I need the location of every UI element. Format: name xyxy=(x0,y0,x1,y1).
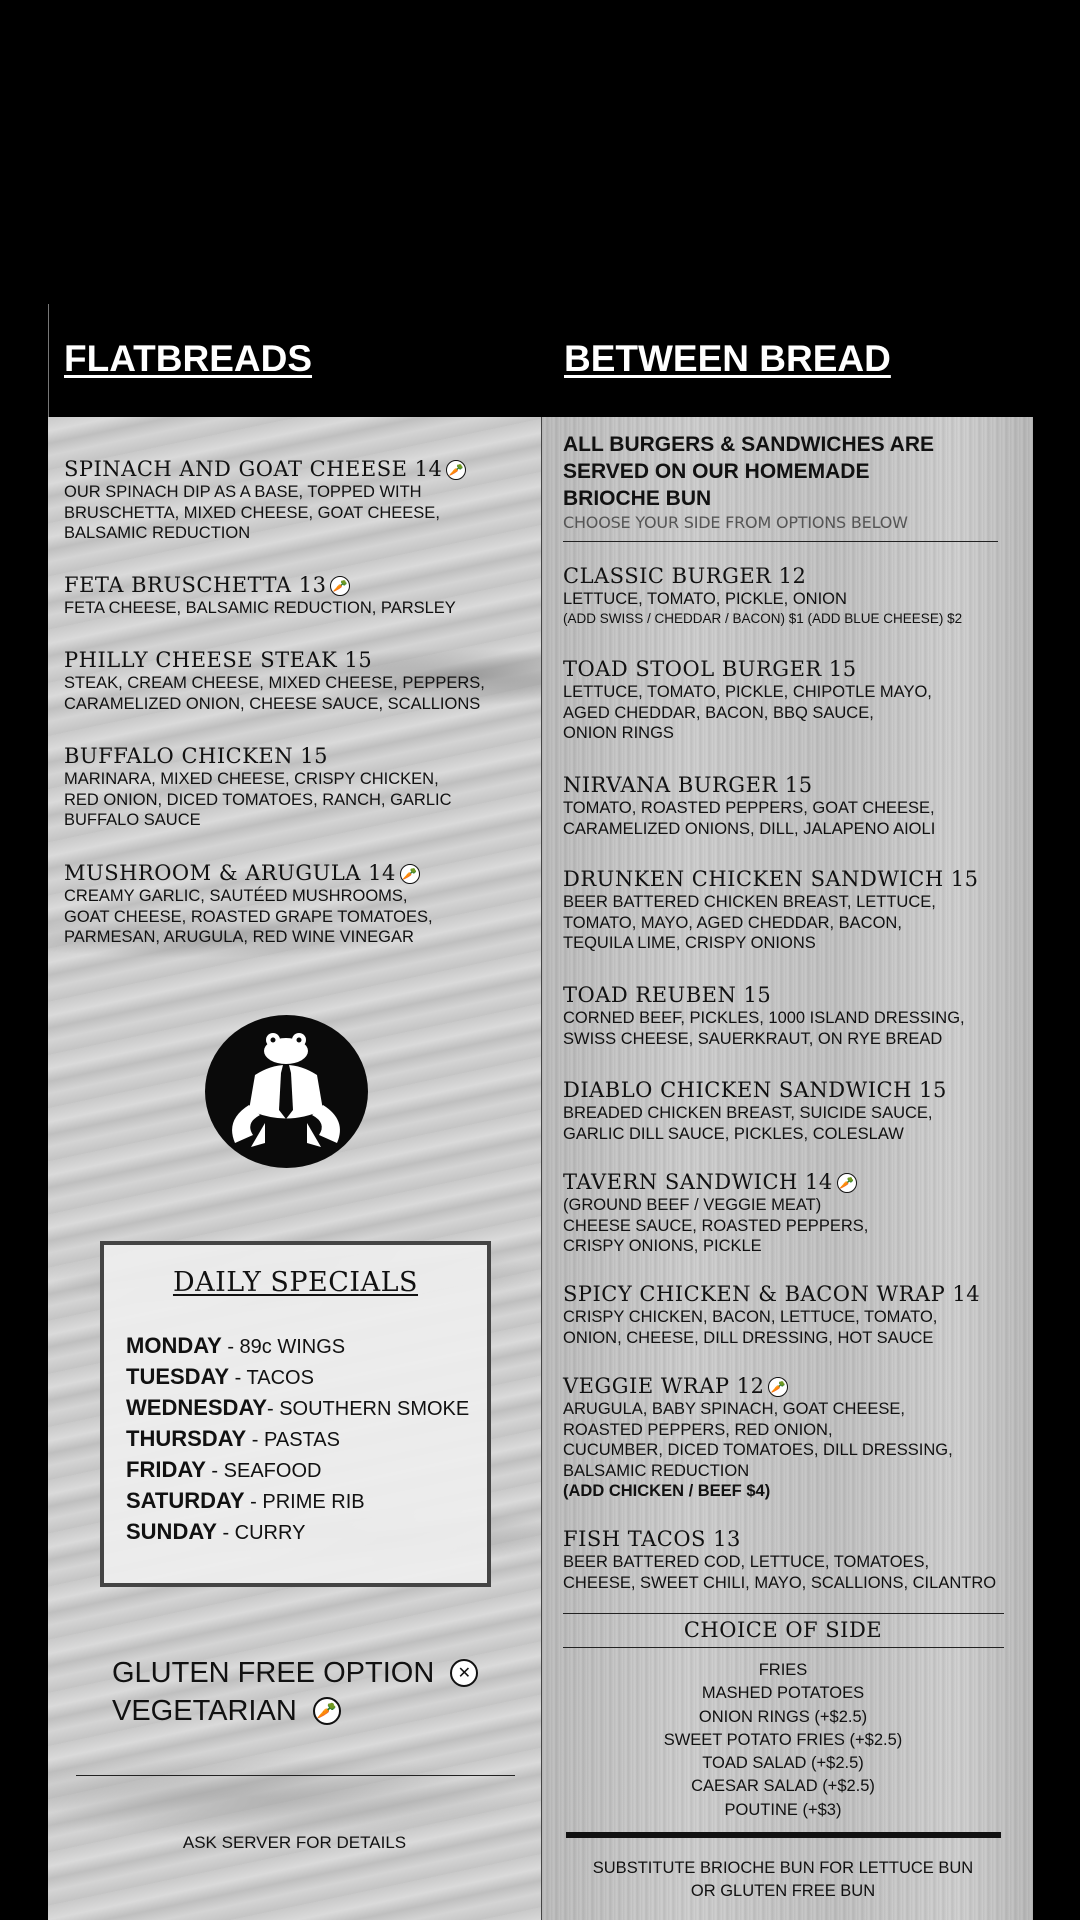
ask-server-note: ASK SERVER FOR DETAILS xyxy=(182,1833,407,1852)
special-value: - SOUTHERN SMOKE xyxy=(267,1398,470,1420)
special-day: SATURDAY xyxy=(126,1488,245,1513)
item-name: FETA BRUSCHETTA 13 xyxy=(64,573,327,597)
special-value: - SEAFOOD xyxy=(205,1460,322,1482)
special-value: - PRIME RIB xyxy=(244,1491,365,1513)
item-description: CREAMY GARLIC, SAUTÉED MUSHROOMS, GOAT CHEESE, ROASTED GRAPE TOMATOES, PARMESAN, ARUGULA, RED WINE VINEGAR xyxy=(64,887,433,946)
item-name: TOAD STOOL BURGER 15 xyxy=(563,657,857,681)
item-name: TAVERN SANDWICH 14 xyxy=(563,1170,833,1194)
item-name: VEGGIE WRAP 12 xyxy=(563,1374,765,1398)
item-name: NIRVANA BURGER 15 xyxy=(563,773,813,797)
divider xyxy=(563,1647,1004,1648)
item-description: BEER BATTERED CHICKEN BREAST, LETTUCE, TOMATO, MAYO, AGED CHEDDAR, BACON, TEQUILA LIME, CRISPY ONIONS xyxy=(563,893,936,952)
item-name: PHILLY CHEESE STEAK 15 xyxy=(64,648,373,672)
special-day: THURSDAY xyxy=(126,1426,247,1451)
legend-label: VEGETARIAN xyxy=(112,1695,297,1727)
vegetarian-icon: 🥕 xyxy=(768,1377,788,1397)
item-description: OUR SPINACH DIP AS A BASE, TOPPED WITH BRUSCHETTA, MIXED CHEESE, GOAT CHEESE, BALSAMIC REDUCTION xyxy=(64,483,440,542)
vegetarian-icon: 🥕 xyxy=(400,864,420,884)
side-item: SWEET POTATO FRIES (+$2.5) xyxy=(663,1730,903,1749)
special-row xyxy=(126,1519,305,1545)
legend-label: GLUTEN FREE OPTION xyxy=(112,1657,435,1689)
between-bread-title: BETWEEN BREAD xyxy=(564,338,891,379)
item-description: ARUGULA, BABY SPINACH, GOAT CHEESE, ROASTED PEPPERS, RED ONION, CUCUMBER, DICED TOMATOES, DILL DRESSING, BALSAMIC REDUCTION xyxy=(563,1400,953,1480)
special-row xyxy=(126,1488,365,1514)
menu-item xyxy=(563,983,1023,1049)
side-list xyxy=(563,1659,1003,1822)
special-row xyxy=(126,1426,340,1452)
gluten-free-icon: ✕ xyxy=(450,1659,478,1687)
menu-item xyxy=(64,861,534,948)
substitute-bun-note: SUBSTITUTE BRIOCHE BUN FOR LETTUCE BUN OR GLUTEN FREE BUN xyxy=(592,1859,974,1900)
item-name: MUSHROOM & ARUGULA 14 xyxy=(64,861,396,885)
menu-item xyxy=(563,1170,1023,1257)
vegetarian-icon: 🥕 xyxy=(330,576,350,596)
special-row xyxy=(126,1333,345,1359)
item-note: (ADD CHICKEN / BEEF $4) xyxy=(563,1482,771,1500)
between-bread-intro: ALL BURGERS & SANDWICHES ARE SERVED ON OUR HOMEMADE BRIOCHE BUN xyxy=(563,433,935,510)
flatbreads-panel xyxy=(48,417,541,1920)
vegetarian-icon: 🥕 xyxy=(313,1697,341,1725)
special-row xyxy=(126,1457,321,1483)
special-day: FRIDAY xyxy=(126,1457,206,1482)
item-name: DIABLO CHICKEN SANDWICH 15 xyxy=(563,1078,947,1102)
special-day: SUNDAY xyxy=(126,1519,217,1544)
item-description: BEER BATTERED COD, LETTUCE, TOMATOES, CHEESE, SWEET CHILI, MAYO, SCALLIONS, CILANTRO xyxy=(563,1553,997,1592)
special-value: - PASTAS xyxy=(246,1429,340,1451)
menu-item xyxy=(563,867,1023,954)
item-description: TOMATO, ROASTED PEPPERS, GOAT CHEESE, CARAMELIZED ONIONS, DILL, JALAPENO AIOLI xyxy=(563,799,936,838)
menu-item xyxy=(563,773,1023,839)
item-name: TOAD REUBEN 15 xyxy=(563,983,772,1007)
side-item: MASHED POTATOES xyxy=(701,1684,865,1703)
menu-item xyxy=(64,457,534,544)
side-item: TOAD SALAD (+$2.5) xyxy=(702,1754,864,1773)
special-row xyxy=(126,1395,469,1421)
item-name: SPICY CHICKEN & BACON WRAP 14 xyxy=(563,1282,981,1306)
item-description: LETTUCE, TOMATO, PICKLE, CHIPOTLE MAYO, AGED CHEDDAR, BACON, BBQ SAUCE, ONION RINGS xyxy=(563,683,932,742)
vegetarian-icon: 🥕 xyxy=(446,460,466,480)
special-day: TUESDAY xyxy=(126,1364,230,1389)
choice-of-side-title: CHOICE OF SIDE xyxy=(683,1618,883,1642)
flatbreads-title: FLATBREADS xyxy=(64,338,313,379)
vegetarian-icon: 🥕 xyxy=(837,1173,857,1193)
special-value: - 89c WINGS xyxy=(221,1336,346,1358)
divider xyxy=(563,541,998,542)
divider xyxy=(76,1775,515,1776)
legend-gluten-free xyxy=(112,1657,478,1690)
item-description: (GROUND BEEF / VEGGIE MEAT) CHEESE SAUCE, ROASTED PEPPERS, CRISPY ONIONS, PICKLE xyxy=(563,1196,869,1255)
item-name: DRUNKEN CHICKEN SANDWICH 15 xyxy=(563,867,979,891)
special-day: WEDNESDAY xyxy=(126,1395,267,1420)
item-description: FETA CHEESE, BALSAMIC REDUCTION, PARSLEY xyxy=(64,599,456,617)
left-border xyxy=(48,304,49,417)
item-description: CORNED BEEF, PICKLES, 1000 ISLAND DRESSING, SWISS CHEESE, SAUERKRAUT, ON RYE BREAD xyxy=(563,1009,965,1048)
daily-specials-title: DAILY SPECIALS xyxy=(172,1267,419,1298)
menu-item xyxy=(563,657,1023,744)
menu-item xyxy=(64,648,534,714)
menu-item xyxy=(563,1282,1023,1348)
menu-item xyxy=(563,1527,1023,1593)
special-value: - TACOS xyxy=(229,1367,314,1389)
item-description: BREADED CHICKEN BREAST, SUICIDE SAUCE, GARLIC DILL SAUCE, PICKLES, COLESLAW xyxy=(563,1104,933,1143)
item-name: FISH TACOS 13 xyxy=(563,1527,741,1551)
item-note: (ADD SWISS / CHEDDAR / BACON) $1 (ADD BLUE CHEESE) $2 xyxy=(563,610,963,626)
daily-specials-box xyxy=(100,1241,491,1587)
side-item: CAESAR SALAD (+$2.5) xyxy=(691,1777,875,1796)
frog-logo-icon xyxy=(205,1015,368,1168)
item-name: SPINACH AND GOAT CHEESE 14 xyxy=(64,457,443,481)
between-bread-intro-sub: CHOOSE YOUR SIDE FROM OPTIONS BELOW xyxy=(563,513,908,532)
special-day: MONDAY xyxy=(126,1333,222,1358)
divider xyxy=(563,1613,1004,1614)
special-value: - CURRY xyxy=(216,1522,306,1544)
menu-item xyxy=(563,1078,1023,1144)
item-description: LETTUCE, TOMATO, PICKLE, ONION xyxy=(563,590,847,608)
menu-item xyxy=(563,564,1023,628)
item-description: MARINARA, MIXED CHEESE, CRISPY CHICKEN, RED ONION, DICED TOMATOES, RANCH, GARLIC BUFFALO SAUCE xyxy=(64,770,452,829)
item-description: CRISPY CHICKEN, BACON, LETTUCE, TOMATO, ONION, CHEESE, DILL DRESSING, HOT SAUCE xyxy=(563,1308,938,1347)
menu-item xyxy=(64,744,534,831)
between-bread-panel xyxy=(541,417,1033,1920)
item-name: BUFFALO CHICKEN 15 xyxy=(64,744,328,768)
menu-item xyxy=(563,1374,1023,1502)
thick-divider xyxy=(566,1832,1001,1838)
side-item: FRIES xyxy=(758,1661,808,1679)
special-row xyxy=(126,1364,314,1390)
side-item: POUTINE (+$3) xyxy=(724,1800,842,1819)
side-item: ONION RINGS (+$2.5) xyxy=(698,1707,868,1726)
menu-item xyxy=(64,573,534,619)
item-name: CLASSIC BURGER 12 xyxy=(563,564,807,588)
item-description: STEAK, CREAM CHEESE, MIXED CHEESE, PEPPERS, CARAMELIZED ONION, CHEESE SAUCE, SCALLIONS xyxy=(64,674,485,713)
legend-vegetarian xyxy=(112,1695,341,1728)
